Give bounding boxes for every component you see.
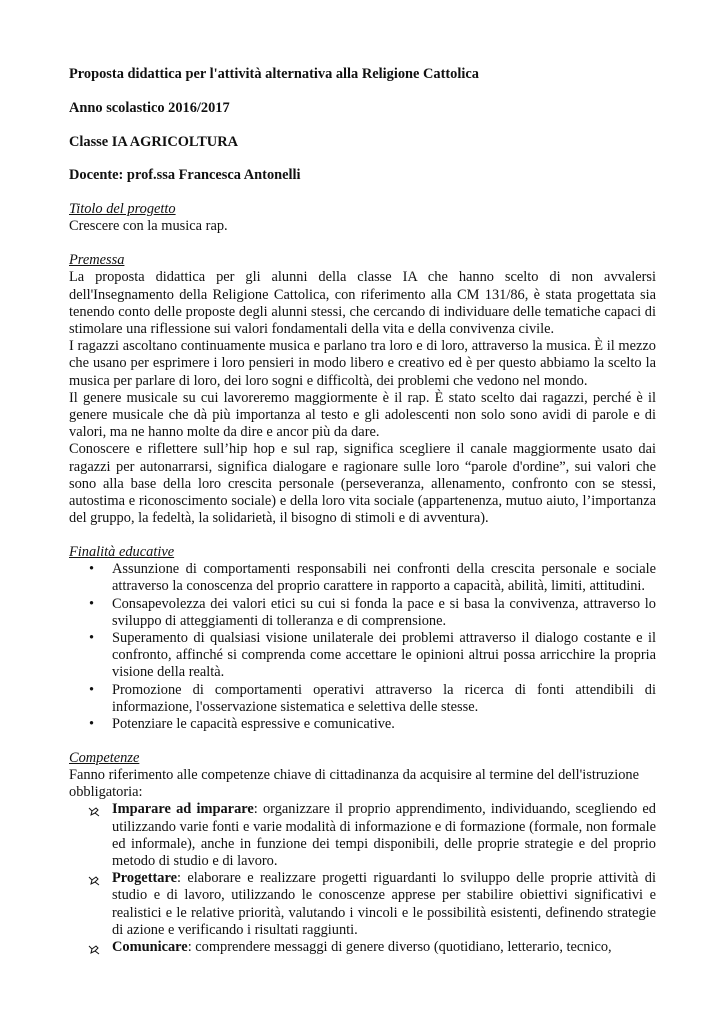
writing-hand-icon <box>88 805 100 817</box>
list-item <box>69 682 656 716</box>
premessa-paragraph: La proposta didattica per gli alunni della classe IA che hanno scelto di non avvalersi dell'Insegnamento della Religione Cattolica, con riferimento alla CM 131/86, è stata progettata sia tenendo conto delle proposte degli alunni stessi, che cercando di individuare delle tematiche capaci di stimolare una riflessione sui valori fondamentali della vita e della convivenza civile. <box>69 269 656 337</box>
competenze-intro: Fanno riferimento alle competenze chiave di cittadinanza da acquisire al termine del dell'istruzione obbligatoria: <box>69 767 639 801</box>
competence-text: : organizzare il proprio apprendimento, individuando, scegliendo ed utilizzando varie fonti e varie modalità di informazione e di formazione (formale, non formale ed informale), anche in funzione dei tempi disponibili, delle proprie strategie e del proprio metodo di studio e di lavoro. <box>112 801 656 870</box>
bullet-dot-icon: • <box>89 561 95 578</box>
competence-term: Comunicare <box>112 939 188 956</box>
bullet-dot-icon: • <box>89 630 95 647</box>
competence-text: : elaborare e realizzare progetti riguardanti lo sviluppo delle proprie attività di studio e di lavoro, utilizzando le conoscenze apprese per stabilire obiettivi significativi e realistici e le relative priorità, valutando i vincoli e le possibilità esistenti, definendo strategie di azione e verificando i risultati raggiunti. <box>112 870 656 938</box>
list-item-text: Assunzione di comportamenti responsabili nei confronti della crescita personale e sociale attraverso la conoscenza del proprio carattere in rapporto a capacità, abilità, limiti, attitudini. <box>112 561 656 595</box>
list-item <box>69 630 656 682</box>
premessa-paragraph: I ragazzi ascoltano continuamente musica e parlano tra loro e di loro, attraverso la musica. È il mezzo che usano per esprimere i loro pensieri in modo libero e creativo ed è per questo abbiamo la scelto la musica per parlare di loro, dei loro sogni e difficoltà, dei problemi che vedono nel mondo. <box>69 338 656 389</box>
bullet-dot-icon: • <box>89 716 95 733</box>
document-title: Proposta didattica per l'attività alternativa alla Religione Cattolica <box>69 66 479 82</box>
list-item-text: Promozione di comportamenti operativi attraverso la ricerca di fonti attendibili di informazione, l'osservazione sistematica e selettiva delle stesse. <box>112 681 656 715</box>
section-title-competenze: Competenze <box>69 749 140 766</box>
list-item-text: Superamento di qualsiasi visione unilaterale dei problemi attraverso il dialogo costante e il confronto, affinché si comprenda come accettare le opinioni altrui possa arricchire la propria visione della realtà. <box>112 630 656 681</box>
premessa-paragraph: Il genere musicale su cui lavoreremo maggiormente è il rap. È stato scelto dai ragazzi, perché è il genere musicale che dà più importanza al testo e gli adolescenti non solo sono avidi di parole e di valori, ma ne hanno molte da dire e ancor più da dare. <box>69 389 656 441</box>
school-year: Anno scolastico 2016/2017 <box>69 99 230 116</box>
writing-hand-icon <box>88 874 100 886</box>
project-title-text: Crescere con la musica rap. <box>69 218 228 235</box>
competence-term: Progettare <box>112 870 177 887</box>
list-item <box>69 561 656 595</box>
list-item <box>69 801 656 870</box>
list-item-text: Potenziare le capacità espressive e comunicative. <box>112 716 395 733</box>
list-item <box>69 939 656 956</box>
finalita-list <box>69 561 656 733</box>
section-title-titolo: Titolo del progetto <box>69 201 176 218</box>
competenze-list <box>69 801 656 956</box>
bullet-dot-icon: • <box>89 595 95 612</box>
list-item <box>69 870 656 939</box>
teacher-name: Docente: prof.ssa Francesca Antonelli <box>69 167 301 184</box>
competence-term: Imparare ad imparare <box>112 801 254 818</box>
section-title-premessa: Premessa <box>69 252 125 269</box>
class-name: Classe IA AGRICOLTURA <box>69 133 238 150</box>
list-item <box>69 596 656 630</box>
list-item <box>69 716 656 733</box>
list-item-text: Consapevolezza dei valori etici su cui si fonda la pace e si basa la convivenza, attraverso lo sviluppo di atteggiamenti di tolleranza e di comprensione. <box>112 595 656 629</box>
premessa-paragraph: Conoscere e riflettere sull’hip hop e sul rap, significa scegliere il canale maggiormente usato dai ragazzi per autonarrarsi, significa dialogare e ragionare sulle loro “parole d'ordine”, sui valori che sono alla base della loro crescita personale (perseveranza, allenamento, confronto con se stessi, autostima e riconoscimento sociale) e della loro vita sociale (appartenenza, mutuo aiuto, l’importanza del gruppo, la fedeltà, la solidarietà, il bisogno di stimoli e di avventura). <box>69 441 656 527</box>
competence-text: : comprendere messaggi di genere diverso (quotidiano, letterario, tecnico, <box>187 939 612 956</box>
section-title-finalita: Finalità educative <box>69 544 175 561</box>
bullet-dot-icon: • <box>89 681 95 698</box>
writing-hand-icon <box>88 943 100 955</box>
